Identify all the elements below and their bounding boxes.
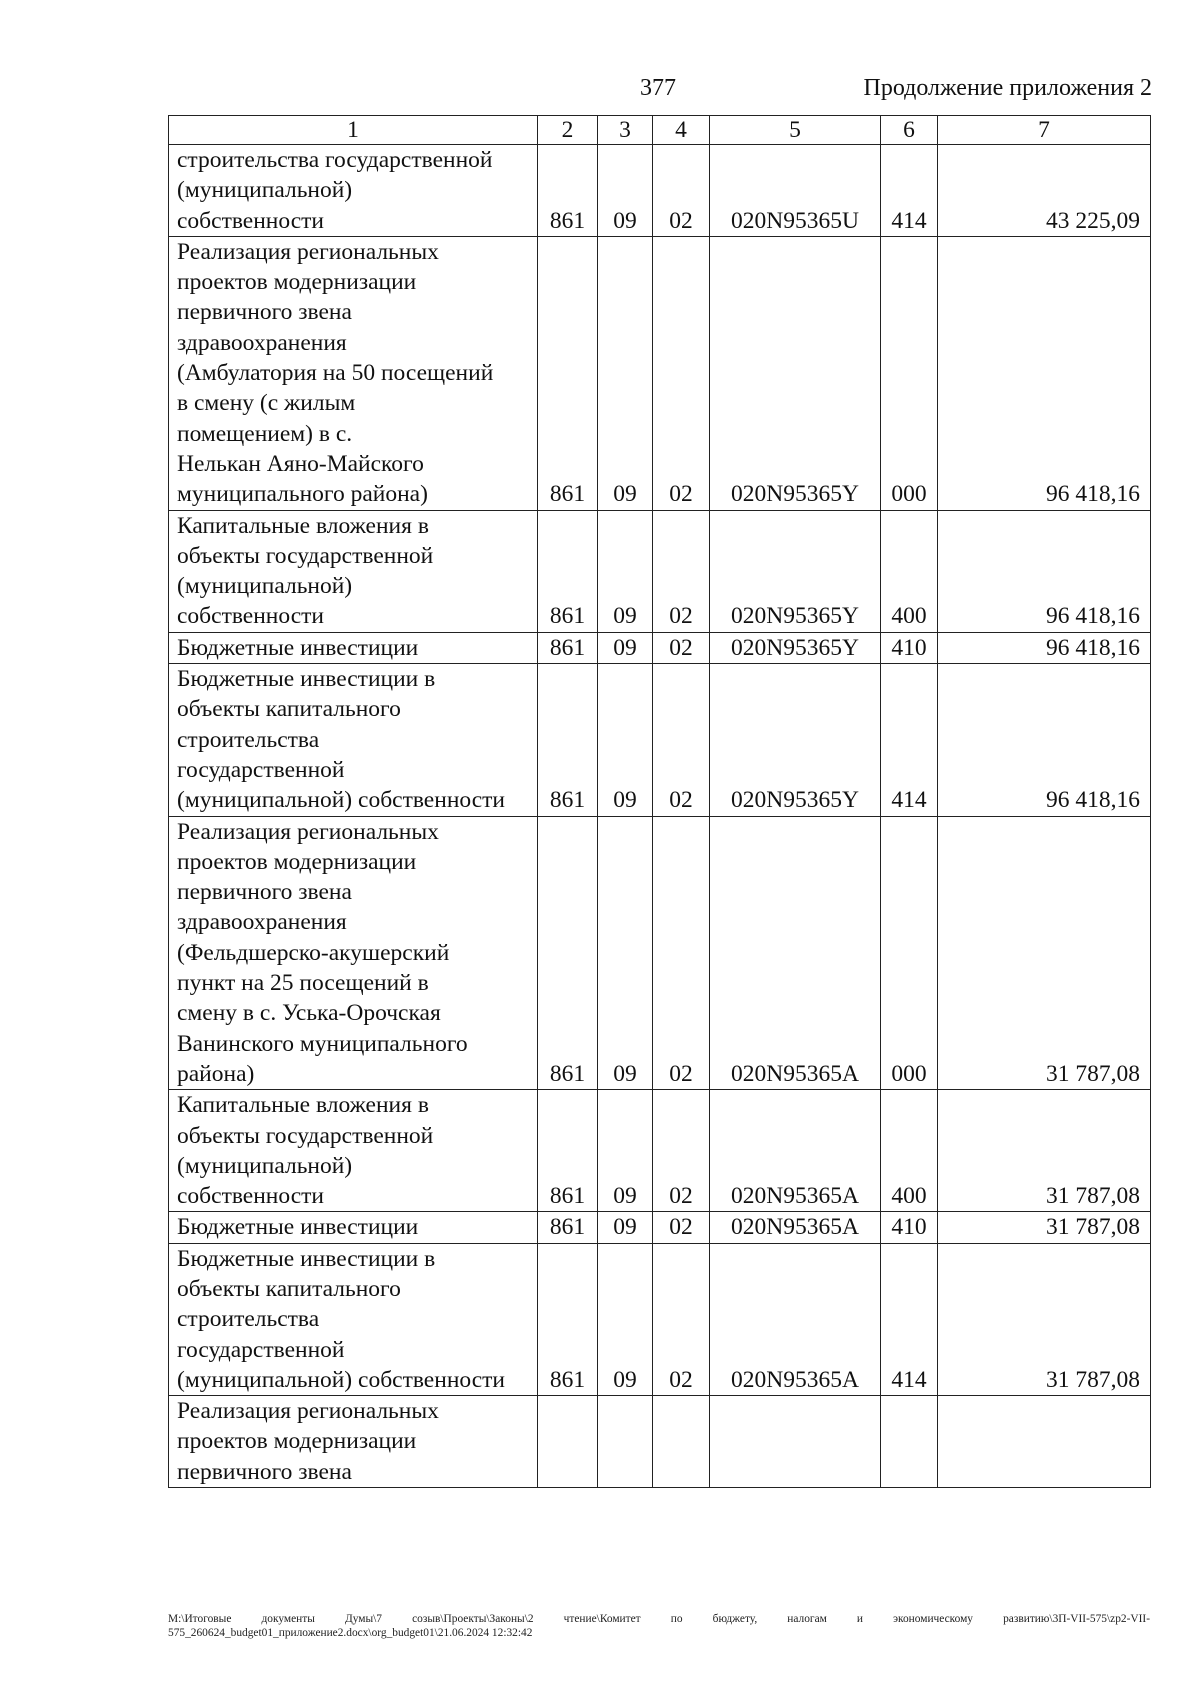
code-cell-c4: 02: [653, 1212, 710, 1243]
row-name-cell: [169, 664, 538, 816]
row-name-line: (муниципальной) собственности: [177, 1366, 506, 1393]
amount-cell: 31 787,08: [938, 816, 1151, 1090]
row-name-line: первичного звена: [177, 299, 352, 326]
code-cell-c2: 861: [538, 236, 598, 510]
row-name-line: Нелькан Аяно-Майского: [177, 450, 424, 477]
code-cell-c5: 020N95365A: [710, 1090, 881, 1212]
row-name-line: объекты капитального: [177, 696, 401, 723]
row-name-line: (муниципальной): [177, 573, 353, 600]
row-name-cell: [169, 816, 538, 1090]
row-name-line: проектов модернизации: [177, 269, 417, 296]
code-cell-c4: 02: [653, 510, 710, 632]
table-row: [169, 664, 1151, 816]
row-name-line: Бюджетные инвестиции: [177, 634, 419, 661]
table-row: [169, 1090, 1151, 1212]
amount-cell: 96 418,16: [938, 510, 1151, 632]
code-cell-c4: 02: [653, 1243, 710, 1395]
column-header: 7: [938, 116, 1151, 145]
table-row: [169, 1212, 1151, 1243]
amount-cell: 96 418,16: [938, 236, 1151, 510]
row-name-line: Реализация региональных: [177, 1398, 439, 1425]
row-name-line: Бюджетные инвестиции: [177, 1214, 419, 1241]
row-name-line: первичного звена: [177, 1458, 352, 1485]
code-cell-c5: 020N95365A: [710, 1212, 881, 1243]
code-cell-c6: 000: [881, 236, 938, 510]
row-name-line: (муниципальной) собственности: [177, 787, 506, 814]
row-name-line: строительства: [177, 726, 320, 753]
row-name-cell: [169, 236, 538, 510]
code-cell-c4: 02: [653, 1090, 710, 1212]
code-cell-c5: 020N95365Y: [710, 510, 881, 632]
code-cell-c6: 414: [881, 145, 938, 237]
row-name-cell: [169, 632, 538, 663]
table-row: [169, 145, 1151, 237]
amount-cell: 31 787,08: [938, 1090, 1151, 1212]
row-name-line: в смену (с жилым: [177, 390, 356, 417]
row-name-line: (муниципальной): [177, 177, 353, 204]
row-name-line: государственной: [177, 756, 345, 783]
code-cell-c3: 09: [598, 145, 653, 237]
code-cell-c3: 09: [598, 632, 653, 663]
column-header: 1: [169, 116, 538, 145]
code-cell-c5: 020N95365Y: [710, 664, 881, 816]
code-cell-c3: 09: [598, 1212, 653, 1243]
code-cell-c2: 861: [538, 816, 598, 1090]
row-name-line: Реализация региональных: [177, 238, 439, 265]
code-cell-c3: 09: [598, 664, 653, 816]
row-name-line: муниципального района): [177, 481, 428, 508]
row-name-line: проектов модернизации: [177, 1428, 417, 1455]
row-name-cell: [169, 1396, 538, 1488]
row-name-cell: [169, 1090, 538, 1212]
column-header: 6: [881, 116, 938, 145]
code-cell-c6: 410: [881, 632, 938, 663]
code-cell-c2: 861: [538, 510, 598, 632]
amount-cell: [938, 1396, 1151, 1488]
row-name-cell: [169, 1243, 538, 1395]
code-cell-c5: 020N95365A: [710, 816, 881, 1090]
row-name-line: (муниципальной): [177, 1152, 353, 1179]
row-name-line: здравоохранения: [177, 909, 347, 936]
row-name-line: государственной: [177, 1336, 345, 1363]
code-cell-c5: 020N95365U: [710, 145, 881, 237]
budget-table: [168, 115, 1151, 1488]
page-number: 377: [640, 75, 676, 101]
row-name-cell: [169, 1212, 538, 1243]
column-header: 4: [653, 116, 710, 145]
row-name-line: здравоохранения: [177, 329, 347, 356]
row-name-line: собственности: [177, 603, 324, 630]
amount-cell: 96 418,16: [938, 664, 1151, 816]
row-name-line: пункт на 25 посещений в: [177, 970, 429, 997]
code-cell-c6: 000: [881, 816, 938, 1090]
table-row: [169, 236, 1151, 510]
column-header: 2: [538, 116, 598, 145]
row-name-line: объекты государственной: [177, 542, 434, 569]
code-cell-c2: 861: [538, 664, 598, 816]
code-cell-c3: 09: [598, 1090, 653, 1212]
row-name-line: строительства: [177, 1306, 320, 1333]
code-cell-c3: 09: [598, 1243, 653, 1395]
code-cell-c5: 020N95365A: [710, 1243, 881, 1395]
table-row: [169, 1396, 1151, 1488]
code-cell-c6: 414: [881, 664, 938, 816]
code-cell-c6: 400: [881, 510, 938, 632]
column-header: 5: [710, 116, 881, 145]
code-cell-c2: 861: [538, 632, 598, 663]
code-cell-c3: 09: [598, 816, 653, 1090]
amount-cell: 43 225,09: [938, 145, 1151, 237]
code-cell-c4: [653, 1396, 710, 1488]
code-cell-c2: 861: [538, 145, 598, 237]
code-cell-c4: 02: [653, 236, 710, 510]
row-name-line: собственности: [177, 207, 324, 234]
row-name-line: Бюджетные инвестиции в: [177, 1245, 436, 1272]
code-cell-c6: [881, 1396, 938, 1488]
row-name-line: собственности: [177, 1183, 324, 1210]
code-cell-c4: 02: [653, 145, 710, 237]
row-name-line: (Амбулатория на 50 посещений: [177, 360, 494, 387]
row-name-cell: [169, 145, 538, 237]
continuation-title: Продолжение приложения 2: [863, 75, 1152, 101]
row-name-line: Реализация региональных: [177, 818, 439, 845]
code-cell-c3: [598, 1396, 653, 1488]
code-cell-c5: [710, 1396, 881, 1488]
code-cell-c3: 09: [598, 510, 653, 632]
code-cell-c5: 020N95365Y: [710, 632, 881, 663]
row-name-line: смену в с. Уська-Орочская: [177, 1000, 441, 1027]
row-name-line: Капитальные вложения в: [177, 512, 429, 539]
row-name-line: Ванинского муниципального: [177, 1030, 468, 1057]
row-name-line: объекты государственной: [177, 1122, 434, 1149]
code-cell-c6: 410: [881, 1212, 938, 1243]
table-row: [169, 632, 1151, 663]
table-row: [169, 816, 1151, 1090]
row-name-line: (Фельдшерско-акушерский: [177, 939, 450, 966]
code-cell-c2: [538, 1396, 598, 1488]
amount-cell: 96 418,16: [938, 632, 1151, 663]
row-name-line: района): [177, 1060, 255, 1087]
row-name-line: помещением) в с.: [177, 420, 353, 447]
code-cell-c4: 02: [653, 664, 710, 816]
code-cell-c5: 020N95365Y: [710, 236, 881, 510]
amount-cell: 31 787,08: [938, 1243, 1151, 1395]
code-cell-c6: 414: [881, 1243, 938, 1395]
row-name-line: объекты капитального: [177, 1275, 401, 1302]
row-name-line: строительства государственной: [177, 147, 493, 173]
row-name-cell: [169, 510, 538, 632]
row-name-line: Капитальные вложения в: [177, 1092, 429, 1119]
code-cell-c2: 861: [538, 1212, 598, 1243]
table-header-row: [169, 116, 1151, 145]
row-name-line: проектов модернизации: [177, 848, 417, 875]
column-header: 3: [598, 116, 653, 145]
code-cell-c6: 400: [881, 1090, 938, 1212]
code-cell-c4: 02: [653, 816, 710, 1090]
amount-cell: 31 787,08: [938, 1212, 1151, 1243]
file-path-footer: M:\Итоговые документы Думы\7 созыв\Проекты\Законы\2 чтение\Комитет по бюджету, налогам и экономическому развитию\3П-VII-575\zp2-VII-575_260624_budget01_приложение2.docx\org_budget01\21.06.2024 12:32:42: [168, 1613, 1150, 1639]
row-name-line: Бюджетные инвестиции в: [177, 666, 436, 693]
table-row: [169, 510, 1151, 632]
table-row: [169, 1243, 1151, 1395]
code-cell-c4: 02: [653, 632, 710, 663]
code-cell-c2: 861: [538, 1090, 598, 1212]
code-cell-c3: 09: [598, 236, 653, 510]
code-cell-c2: 861: [538, 1243, 598, 1395]
row-name-line: первичного звена: [177, 879, 352, 906]
